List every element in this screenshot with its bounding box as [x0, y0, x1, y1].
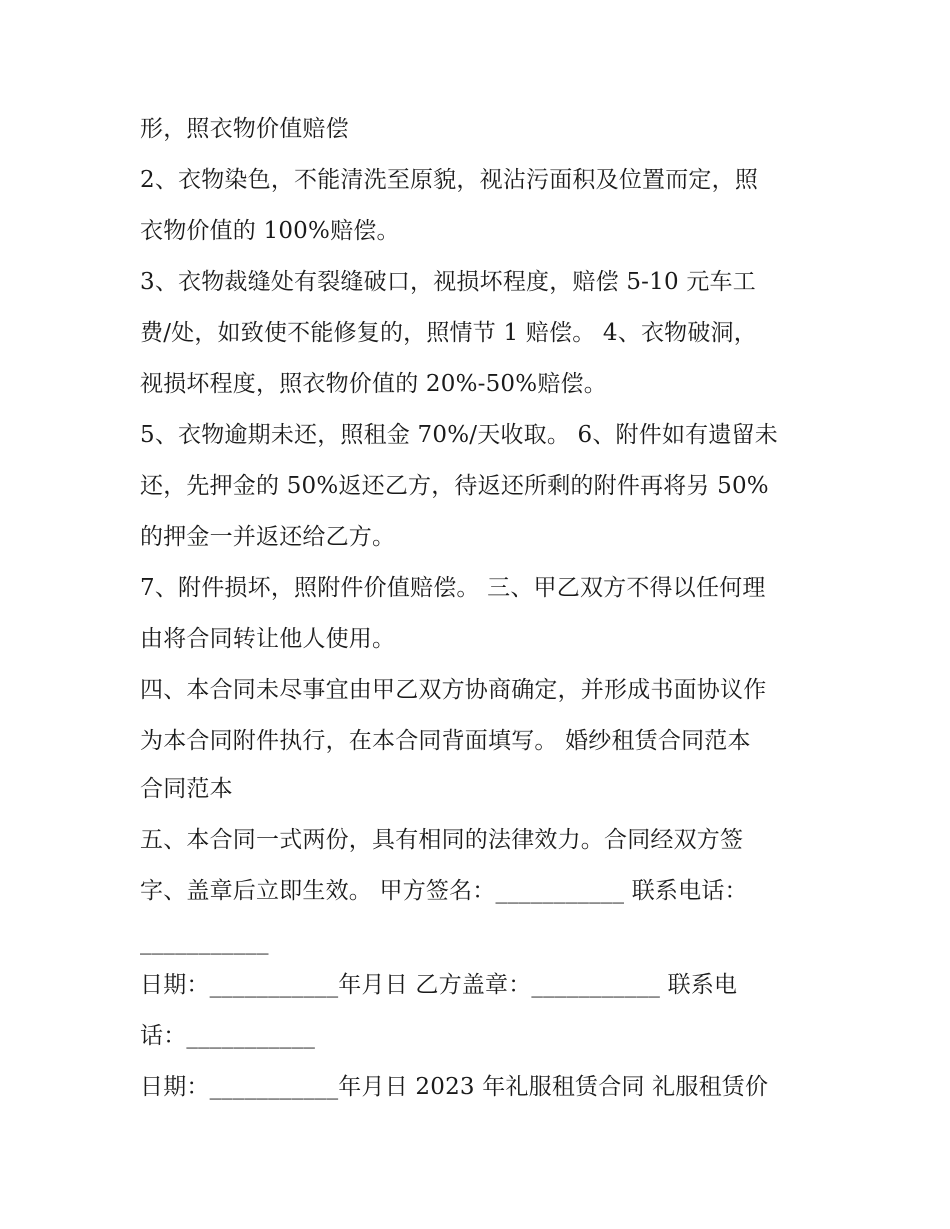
text-line: 还，先押金的 50%返还乙方，待返还所剩的附件再将另 50%: [140, 473, 769, 499]
text-line: 7、附件损坏，照附件价值赔偿。 三、甲乙双方不得以任何理: [140, 575, 766, 601]
text-line: 合同范本: [140, 776, 233, 802]
text-line: 五、本合同一式两份，具有相同的法律效力。合同经双方签: [140, 827, 744, 853]
text-line: 日期：___________年月日 乙方盖章：___________ 联系电: [140, 972, 738, 998]
text-line: 形，照衣物价值赔偿: [140, 116, 349, 142]
text-line: 3、衣物裁缝处有裂缝破口，视损坏程度，赔偿 5-10 元车工: [140, 269, 756, 295]
text-line: 字、盖章后立即生效。 甲方签名：___________ 联系电话：: [140, 878, 748, 904]
text-line: 为本合同附件执行，在本合同背面填写。 婚纱租赁合同范本: [140, 728, 751, 754]
text-line: 衣物价值的 100%赔偿。: [140, 218, 400, 244]
text-line: 的押金一并返还给乙方。: [140, 524, 396, 550]
text-line: 由将合同转让他人使用。: [140, 626, 396, 652]
text-line: 四、本合同未尽事宜由甲乙双方协商确定，并形成书面协议作: [140, 677, 767, 703]
text-line: 话：___________: [140, 1023, 316, 1049]
text-line: 费/处，如致使不能修复的，照情节 1 赔偿。 4、衣物破洞，: [140, 320, 757, 346]
text-line: 日期：___________年月日 2023 年礼服租赁合同 礼服租赁价: [140, 1074, 769, 1100]
text-line: 视损坏程度，照衣物价值的 20%-50%赔偿。: [140, 371, 607, 397]
text-line: 2、衣物染色，不能清洗至原貌，视沾污面积及位置而定，照: [140, 167, 759, 193]
text-line: ___________: [140, 929, 269, 955]
text-line: 5、衣物逾期未还，照租金 70%/天收取。 6、附件如有遗留未: [140, 422, 778, 448]
